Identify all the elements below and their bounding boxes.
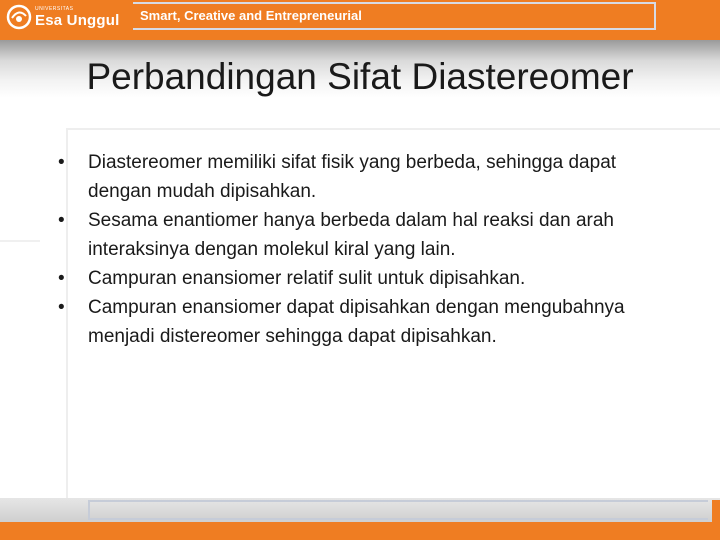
logo-small-text: UNIVERSITAS — [35, 5, 74, 12]
list-item — [58, 293, 658, 351]
divider — [0, 240, 40, 242]
globe-swirl-icon — [6, 4, 32, 30]
slide-title: Perbandingan Sifat Diastereomer — [86, 56, 634, 97]
bullet-text: Campuran enansiomer dapat dipisahkan dengan mengubahnya menjadi distereomer sehingga dapat dipisahkan. — [88, 297, 625, 347]
footer-stripe — [0, 522, 720, 540]
footer-outline — [88, 500, 708, 520]
bullet-icon: • — [58, 152, 65, 173]
list-item — [58, 206, 658, 264]
logo — [6, 4, 120, 30]
bullet-text: Campuran enansiomer relatif sulit untuk dipisahkan. — [88, 268, 526, 289]
bullet-text: Sesama enantiomer hanya berbeda dalam hal reaksi dan arah interaksinya dengan molekul kiral yang lain. — [88, 210, 614, 260]
bullet-icon: • — [58, 268, 65, 289]
bullet-text: Diastereomer memiliki sifat fisik yang berbeda, sehingga dapat dengan mudah dipisahkan. — [88, 152, 617, 202]
bullet-icon: • — [58, 297, 65, 318]
list-item — [58, 264, 658, 293]
bullet-list — [58, 148, 658, 351]
list-item — [58, 148, 658, 206]
bullet-icon: • — [58, 210, 65, 231]
footer-accent — [712, 500, 720, 522]
logo-name: Esa Unggul — [35, 11, 120, 29]
tagline: Smart, Creative and Entrepreneurial — [140, 8, 362, 23]
header-banner — [0, 0, 720, 40]
